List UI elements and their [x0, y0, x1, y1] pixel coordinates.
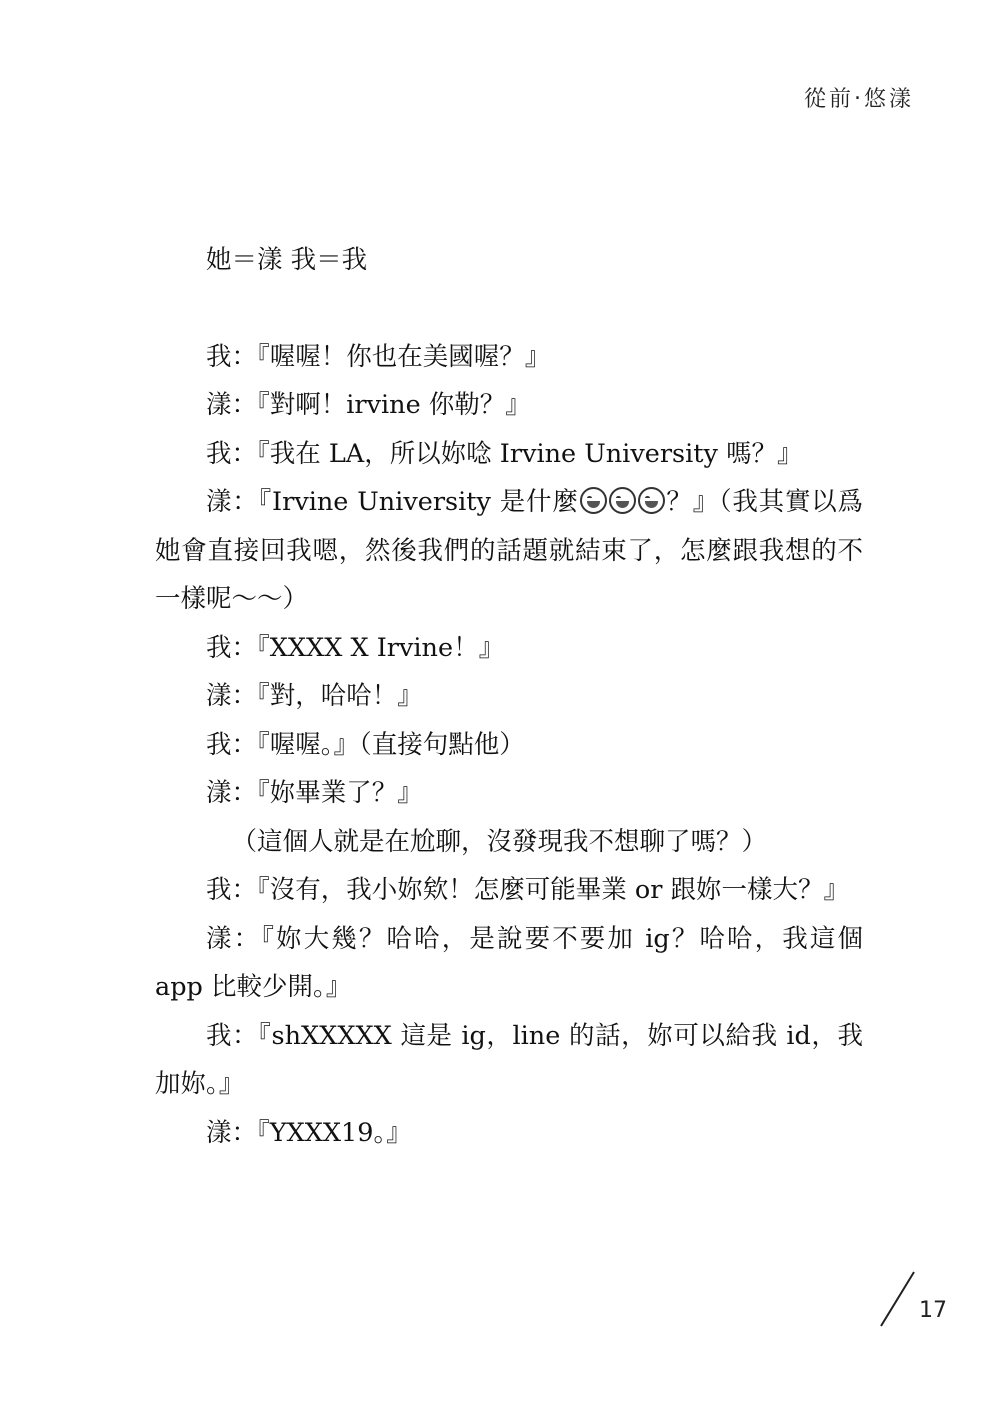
grinning-face-icon — [609, 487, 636, 514]
dialogue-text-after-emoji: ？』（我其實以爲她會直接回我嗯，然後我們的話題就結束了，怎麼跟我想的不一樣呢～～） — [155, 487, 863, 614]
paragraph-gap — [155, 285, 863, 333]
dialogue-line-7: 我：『喔喔。』（直接句點他） — [206, 729, 525, 760]
dialogue-line-4 — [155, 478, 863, 624]
running-header: 從前‧悠漾 — [804, 87, 914, 112]
grinning-face-icon — [580, 487, 607, 514]
dialogue-line-12: 漾：『YXXX19。』 — [206, 1117, 412, 1148]
intro-line: 她＝漾 我＝我 — [206, 245, 368, 275]
dialogue-line-8: 漾：『妳畢業了？』 — [206, 778, 423, 808]
dialogue-line-3: 我：『我在 LA，所以妳唸 Irvine University 嗎？』 — [206, 438, 803, 469]
dialogue-line-1: 我：『喔喔！你也在美國喔？』 — [206, 341, 551, 372]
narration-line: （這個人就是在尬聊，沒發現我不想聊了嗎？） — [231, 826, 768, 857]
dialogue-line-10: 漾：『妳大幾？哈哈，是說要不要加 ig？哈哈，我這個 app 比較少開。』 — [155, 923, 863, 1002]
dialogue-text-before-emoji: 漾：『Irvine University 是什麼 — [206, 487, 579, 517]
dialogue-line-5: 我：『XXXX X Irvine！』 — [206, 632, 505, 663]
dialogue-line-11: 我：『shXXXXX 這是 ig，line 的話，妳可以給我 id，我加妳。』 — [155, 1020, 863, 1099]
dialogue-line-9: 我：『沒有，我小妳欸！怎麼可能畢業 or 跟妳一樣大？』 — [206, 875, 850, 905]
grinning-face-icon — [638, 487, 665, 514]
page-number-divider — [878, 1270, 918, 1328]
dialogue-line-6: 漾：『對，哈哈！』 — [206, 681, 423, 711]
body-text — [155, 236, 863, 1157]
dialogue-line-2: 漾：『對啊！irvine 你勒？』 — [206, 390, 531, 420]
page-number: 17 — [919, 1298, 947, 1323]
